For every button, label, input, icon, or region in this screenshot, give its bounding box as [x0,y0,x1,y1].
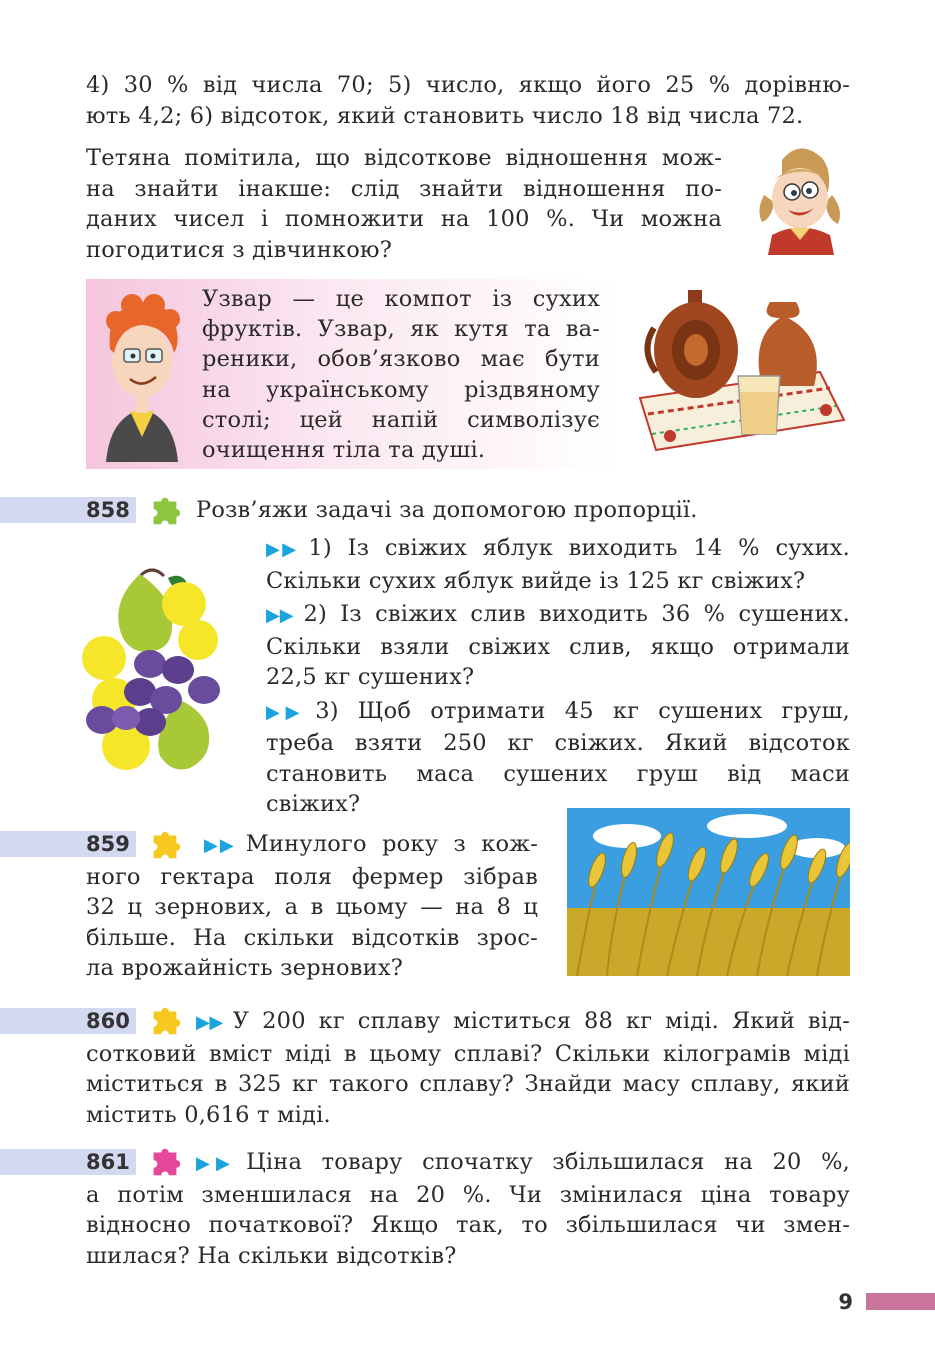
text-line: фруктів. Узвар, як кутя та ва- [202,316,600,343]
uzvar-text [202,284,600,465]
double-arrow-icon: ▶▶ [196,1153,237,1174]
page-number-bar [866,1293,935,1310]
text-line: на знайти інакше: слід знайти відношення по- [86,175,722,202]
task-858-problems [266,533,850,820]
tanya-paragraph [86,143,722,265]
problem-line: ▶▶ 1) Із свіжих яблук виходить 14 % сухих. [266,535,851,561]
task-number: 859 [86,832,130,856]
text-line: а потім зменшилася на 20 %. Чи змінилася ціна товару [86,1181,850,1208]
text-line: ▶▶ У 200 кг сплаву міститься 88 кг міді. Який від- [196,1008,850,1034]
girl-illustration [752,140,850,255]
problem-line: свіжих? [266,791,361,817]
text-line: більше. На скільки відсотків зрос- [86,924,538,951]
text-line: реники, обов’язково має бути [202,346,600,373]
text-line: сотковий вміст міді в цьому сплаві? Скільки кілограмів міді [86,1040,850,1067]
boy-illustration [96,287,188,462]
text-line: ▶▶ Ціна товару спочатку збільшилася на 20 %, [196,1149,851,1175]
text-line: ла врожайність зернових? [86,955,403,981]
task-number: 860 [86,1009,130,1033]
double-arrow-icon: ▶▶ [266,605,294,626]
text-line: столі; цей напій символізує [202,406,600,433]
problem-line: ▶▶ 2) Із свіжих слив виходить 36 % сушених. [266,601,850,627]
task-861-text [86,1147,850,1271]
task-859-text [86,829,538,984]
text-line: Тетяна помітила, що відсоткове відношення мож- [86,145,722,171]
text-line: Узвар — це компот із сухих [202,286,600,312]
problem-line: Скільки сухих яблук вийде із 125 кг свіжих? [266,567,806,594]
puzzle-piece-icon [146,492,184,530]
fruit-illustration [80,560,232,776]
wheat-field-illustration [567,808,850,976]
double-arrow-icon: ▶▶ [266,701,306,723]
text-line: міститься в 325 кг такого сплаву? Знайди масу сплаву, який [86,1071,850,1097]
double-arrow-icon: ▶▶ [266,539,299,560]
intro-text [86,70,850,131]
text-line: шилася? На скільки відсотків? [86,1242,457,1269]
problem-line: Скільки взяли свіжих слив, якщо отримали [266,633,850,660]
text-line: містить 0,616 т міді. [86,1101,331,1128]
problem-line: становить маса сушених груш від маси [266,760,850,787]
text-line: погодитися з дівчинкою? [86,236,392,263]
task-number: 858 [86,498,130,522]
text-line: даних чисел і помножити на 100 %. Чи можна [86,206,722,232]
text-line: 4) 30 % від числа 70; 5) число, якщо його 25 % дорівню- [86,72,850,98]
problem-line: ▶▶ 3) Щоб отримати 45 кг сушених груш, [266,697,851,724]
text-line: 32 ц зернових, а в цьому — на 8 ц [86,894,538,920]
problem-line: 22,5 кг сушених? [266,664,475,690]
double-arrow-icon: ▶▶ [204,835,236,856]
text-line: ного гектара поля фермер зібрав [86,863,538,890]
text-line: відносно початкової? Якщо так, то збільшилася чи змен- [86,1212,850,1238]
uzvar-illustration [630,288,848,452]
text-line: очищення тіла та душі. [202,437,486,464]
double-arrow-icon: ▶▶ [196,1012,223,1033]
page-number: 9 [838,1290,853,1314]
problem-line: треба взяти 250 кг свіжих. Який відсоток [266,730,850,756]
text-line: ▶▶ Минулого року з кож- [204,831,538,857]
task-860-text [86,1006,850,1130]
task-number: 861 [86,1150,130,1174]
text-line: ють 4,2; 6) відсоток, який становить число 18 від числа 72. [86,102,804,129]
task-858-intro: Розв’яжи задачі за допомогою пропорції. [196,497,698,523]
text-line: на українському різдвяному [202,376,600,403]
